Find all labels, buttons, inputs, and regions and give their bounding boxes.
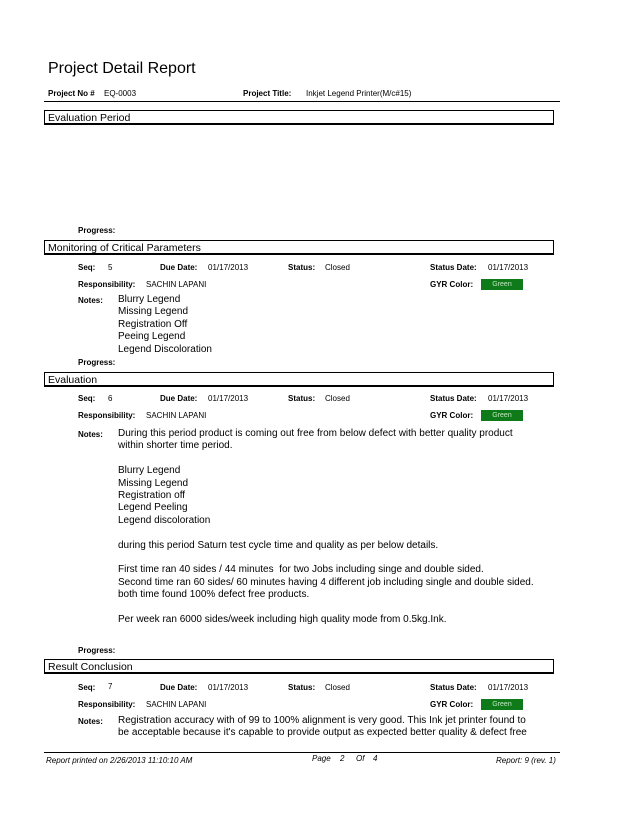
notes-text (118, 294, 558, 356)
notes-line: Legend discoloration (118, 514, 211, 526)
status-date-value: 01/17/2013 (488, 683, 529, 692)
notes-line: Legend Peeling (118, 502, 188, 514)
notes-line (118, 602, 558, 614)
status-date-label: Status Date: (430, 263, 477, 272)
notes-label: Notes: (78, 296, 103, 305)
responsibility-label: Responsibility: (78, 280, 136, 289)
report-id: Report: 9 (rev. 1) (496, 756, 556, 765)
header-rule (44, 101, 560, 102)
notes-line: Missing Legend (118, 477, 189, 489)
page-total: 4 (373, 754, 378, 763)
status-label: Status: (288, 263, 316, 272)
project-title-value: Inkjet Legend Printer(M/c#15) (306, 89, 412, 98)
status-date-label: Status Date: (430, 394, 477, 403)
status-date-label: Status Date: (430, 683, 477, 692)
notes-line: During this period product is coming out free from below defect with better quality product (118, 428, 513, 439)
gyr-color-label: GYR Color: (430, 280, 474, 289)
seq-value: 7 (108, 682, 113, 691)
responsibility-value: SACHIN LAPANI (146, 280, 207, 289)
project-title-label: Project Title: (243, 89, 292, 98)
section-header-evaluation-period (44, 110, 554, 125)
responsibility-label: Responsibility: (78, 411, 136, 420)
progress-label: Progress: (78, 226, 116, 235)
gyr-color-badge: Green (481, 699, 523, 710)
seq-label: Seq: (78, 394, 96, 403)
seq-label: Seq: (78, 263, 96, 272)
status-label: Status: (288, 683, 316, 692)
notes-line: Missing Legend (118, 306, 189, 318)
notes-line: Per week ran 6000 sides/week including high quality mode from 0.5kg.Ink. (118, 614, 447, 626)
of-label: Of (356, 754, 365, 763)
notes-line: Registration Off (118, 318, 188, 330)
section-title: Evaluation (48, 374, 98, 386)
gyr-color-label: GYR Color: (430, 411, 474, 420)
due-date-label: Due Date: (160, 394, 198, 403)
notes-line: Blurry Legend (118, 465, 181, 477)
section-title: Evaluation Period (48, 112, 131, 124)
notes-line: Peeing Legend (118, 331, 186, 343)
notes-text (118, 715, 558, 740)
section-header-result-conclusion (44, 659, 554, 674)
progress-label: Progress: (78, 358, 116, 367)
due-date-value: 01/17/2013 (208, 394, 249, 403)
section-header-monitoring (44, 240, 554, 255)
notes-label: Notes: (78, 430, 103, 439)
printed-on: Report printed on 2/26/2013 11:10:10 AM (46, 756, 193, 765)
section-title: Monitoring of Critical Parameters (48, 242, 201, 254)
gyr-color-badge: Green (481, 279, 523, 290)
progress-label: Progress: (78, 646, 116, 655)
responsibility-label: Responsibility: (78, 700, 136, 709)
notes-line (118, 552, 558, 564)
status-label: Status: (288, 394, 316, 403)
section-title: Result Conclusion (48, 661, 133, 673)
status-value: Closed (325, 394, 350, 403)
status-value: Closed (325, 683, 350, 692)
notes-line: Registration accuracy with of 99 to 100% alignment is very good. This Ink jet printer found to (118, 715, 526, 726)
project-no-label: Project No # (48, 89, 95, 98)
due-date-label: Due Date: (160, 683, 198, 692)
notes-line: Blurry Legend (118, 294, 181, 305)
notes-line: Legend Discoloration (118, 343, 212, 355)
responsibility-value: SACHIN LAPANI (146, 700, 207, 709)
notes-line: First time ran 40 sides / 44 minutes for two Jobs including singe and double sided. (118, 564, 484, 576)
page-number: 2 (340, 754, 345, 763)
due-date-label: Due Date: (160, 263, 198, 272)
status-date-value: 01/17/2013 (488, 263, 529, 272)
page-label: Page (312, 754, 331, 763)
seq-value: 6 (108, 394, 113, 403)
notes-line: during this period Saturn test cycle time and quality as per below details. (118, 539, 439, 551)
footer-rule (44, 752, 560, 753)
gyr-color-badge: Green (481, 410, 523, 421)
due-date-value: 01/17/2013 (208, 683, 249, 692)
notes-line: within shorter time period. (118, 440, 233, 452)
notes-line (118, 453, 558, 465)
notes-line: Registration off (118, 490, 186, 502)
status-date-value: 01/17/2013 (488, 394, 529, 403)
notes-label: Notes: (78, 717, 103, 726)
report-title: Project Detail Report (48, 60, 196, 77)
gyr-color-label: GYR Color: (430, 700, 474, 709)
section-header-evaluation (44, 372, 554, 387)
notes-line (118, 527, 558, 539)
notes-text (118, 428, 558, 626)
seq-value: 5 (108, 263, 113, 272)
notes-line: be acceptable because it's capable to provide output as expected better quality & defect free (118, 727, 527, 739)
notes-line: Second time ran 60 sides/ 60 minutes having 4 different job including single and double sided. (118, 576, 534, 588)
responsibility-value: SACHIN LAPANI (146, 411, 207, 420)
seq-label: Seq: (78, 683, 96, 692)
project-no-value: EQ-0003 (104, 89, 137, 98)
status-value: Closed (325, 263, 350, 272)
due-date-value: 01/17/2013 (208, 263, 249, 272)
notes-line: both time found 100% defect free products. (118, 589, 310, 601)
